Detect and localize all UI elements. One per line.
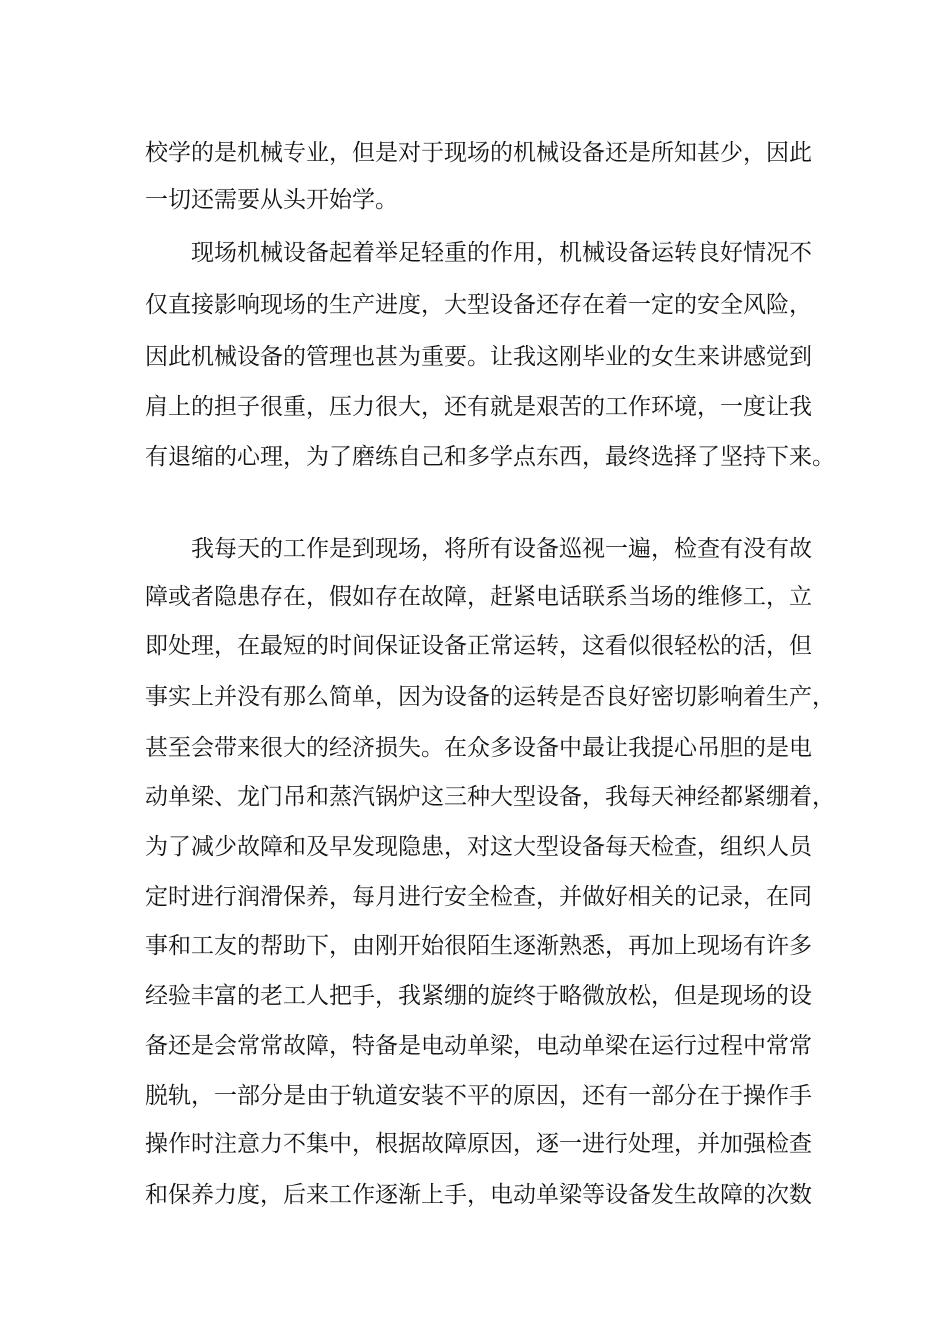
paragraph-3-line-1: 我每天的工作是到现场，将所有设备巡视一遍，检查有没有故 xyxy=(191,536,812,562)
paragraph-1-line-1: 校学的是机械专业，但是对于现场的机械设备还是所知甚少，因此 xyxy=(145,140,812,166)
paragraph-2-line-1: 现场机械设备起着举足轻重的作用，机械设备运转良好情况不 xyxy=(191,240,812,266)
paragraph-3-line-5: 甚至会带来很大的经济损失。在众多设备中最让我提心吊胆的是电 xyxy=(145,735,812,761)
paragraph-3-line-13: 操作时注意力不集中，根据故障原因，逐一进行处理，并加强检查 xyxy=(145,1131,812,1157)
paragraph-2-line-4: 肩上的担子很重，压力很大，还有就是艰苦的工作环境，一度让我 xyxy=(145,394,812,420)
paragraph-2-line-5: 有退缩的心理，为了磨练自己和多学点东西，最终选择了坚持下来。 xyxy=(145,444,835,470)
paragraph-3-line-11: 备还是会常常故障，特备是电动单梁，电动单梁在运行过程中常常 xyxy=(145,1033,812,1059)
paragraph-3-line-14: 和保养力度，后来工作逐渐上手，电动单梁等设备发生故障的次数 xyxy=(145,1182,812,1208)
paragraph-3-line-9: 事和工友的帮助下，由刚开始很陌生逐渐熟悉，再加上现场有许多 xyxy=(145,933,812,959)
paragraph-3-line-8: 定时进行润滑保养，每月进行安全检查，并做好相关的记录，在同 xyxy=(145,884,812,910)
paragraph-3-line-4: 事实上并没有那么简单，因为设备的运转是否良好密切影响着生产， xyxy=(145,684,835,710)
paragraph-1-line-2: 一切还需要从头开始学。 xyxy=(145,187,398,213)
paragraph-3-line-10: 经验丰富的老工人把手，我紧绷的旋终于略微放松，但是现场的设 xyxy=(145,983,812,1009)
paragraph-2-line-2: 仅直接影响现场的生产进度，大型设备还存在着一定的安全风险， xyxy=(145,292,812,318)
paragraph-3-line-3: 即处理，在最短的时间保证设备正常运转，这看似很轻松的活，但 xyxy=(145,633,812,659)
paragraph-3-line-2: 障或者隐患存在，假如存在故障，赶紧电话联系当场的维修工，立 xyxy=(145,584,812,610)
paragraph-3-line-6: 动单梁、龙门吊和蒸汽锅炉这三种大型设备，我每天神经都紧绷着， xyxy=(145,784,835,810)
paragraph-2-line-3: 因此机械设备的管理也甚为重要。让我这刚毕业的女生来讲感觉到 xyxy=(145,344,812,370)
paragraph-3-line-12: 脱轨，一部分是由于轨道安装不平的原因，还有一部分在于操作手 xyxy=(145,1083,812,1109)
paragraph-3-line-7: 为了减少故障和及早发现隐患，对这大型设备每天检查，组织人员 xyxy=(145,834,812,860)
